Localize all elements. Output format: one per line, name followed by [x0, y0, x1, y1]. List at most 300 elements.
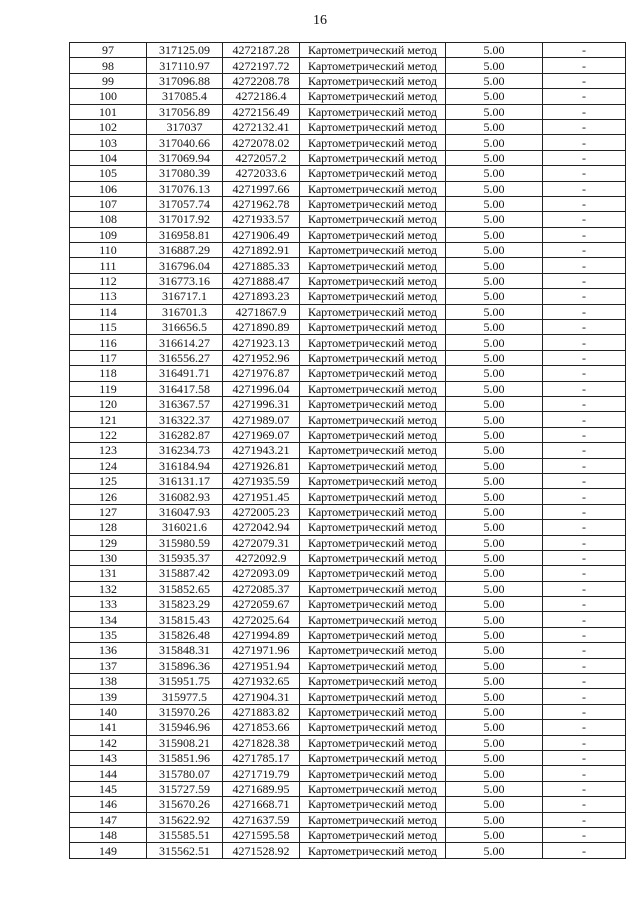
method-cell: Картометрический метод — [300, 535, 446, 550]
x-coordinate-cell: 316282.87 — [147, 427, 223, 442]
y-coordinate-cell: 4272156.49 — [223, 104, 300, 119]
y-coordinate-cell: 4271853.66 — [223, 720, 300, 735]
x-coordinate-cell: 317096.88 — [147, 73, 223, 88]
accuracy-cell: 5.00 — [446, 58, 543, 73]
x-coordinate-cell: 316491.71 — [147, 366, 223, 381]
point-number-cell: 98 — [70, 58, 147, 73]
point-number-cell: 149 — [70, 843, 147, 858]
y-coordinate-cell: 4271893.23 — [223, 289, 300, 304]
point-number-cell: 123 — [70, 443, 147, 458]
point-number-cell: 131 — [70, 566, 147, 581]
y-coordinate-cell: 4271943.21 — [223, 443, 300, 458]
description-cell: - — [543, 166, 626, 181]
method-cell: Картометрический метод — [300, 674, 446, 689]
description-cell: - — [543, 273, 626, 288]
table-row — [70, 366, 626, 381]
y-coordinate-cell: 4272197.72 — [223, 58, 300, 73]
y-coordinate-cell: 4271994.89 — [223, 627, 300, 642]
table-row — [70, 643, 626, 658]
y-coordinate-cell: 4272078.02 — [223, 135, 300, 150]
y-coordinate-cell: 4271989.07 — [223, 412, 300, 427]
table-row — [70, 243, 626, 258]
description-cell: - — [543, 597, 626, 612]
y-coordinate-cell: 4271952.96 — [223, 350, 300, 365]
table-row — [70, 227, 626, 242]
x-coordinate-cell: 316614.27 — [147, 335, 223, 350]
description-cell: - — [543, 612, 626, 627]
method-cell: Картометрический метод — [300, 58, 446, 73]
method-cell: Картометрический метод — [300, 566, 446, 581]
description-cell: - — [543, 304, 626, 319]
y-coordinate-cell: 4271689.95 — [223, 781, 300, 796]
x-coordinate-cell: 315780.07 — [147, 766, 223, 781]
accuracy-cell: 5.00 — [446, 73, 543, 88]
method-cell: Картометрический метод — [300, 812, 446, 827]
description-cell: - — [543, 427, 626, 442]
y-coordinate-cell: 4272085.37 — [223, 581, 300, 596]
description-cell: - — [543, 658, 626, 673]
description-cell: - — [543, 643, 626, 658]
table-row — [70, 489, 626, 504]
x-coordinate-cell: 315585.51 — [147, 827, 223, 842]
accuracy-cell: 5.00 — [446, 597, 543, 612]
accuracy-cell: 5.00 — [446, 350, 543, 365]
x-coordinate-cell: 315562.51 — [147, 843, 223, 858]
x-coordinate-cell: 316656.5 — [147, 320, 223, 335]
x-coordinate-cell: 315977.5 — [147, 689, 223, 704]
point-number-cell: 144 — [70, 766, 147, 781]
description-cell: - — [543, 150, 626, 165]
description-cell: - — [543, 350, 626, 365]
method-cell: Картометрический метод — [300, 304, 446, 319]
point-number-cell: 99 — [70, 73, 147, 88]
table-row — [70, 720, 626, 735]
x-coordinate-cell: 316417.58 — [147, 381, 223, 396]
table-row — [70, 381, 626, 396]
table-row — [70, 335, 626, 350]
x-coordinate-cell: 316322.37 — [147, 412, 223, 427]
point-number-cell: 116 — [70, 335, 147, 350]
point-number-cell: 119 — [70, 381, 147, 396]
accuracy-cell: 5.00 — [446, 566, 543, 581]
description-cell: - — [543, 412, 626, 427]
point-number-cell: 147 — [70, 812, 147, 827]
x-coordinate-cell: 317069.94 — [147, 150, 223, 165]
x-coordinate-cell: 315727.59 — [147, 781, 223, 796]
accuracy-cell: 5.00 — [446, 289, 543, 304]
accuracy-cell: 5.00 — [446, 735, 543, 750]
description-cell: - — [543, 750, 626, 765]
description-cell: - — [543, 766, 626, 781]
method-cell: Картометрический метод — [300, 258, 446, 273]
method-cell: Картометрический метод — [300, 720, 446, 735]
point-number-cell: 132 — [70, 581, 147, 596]
method-cell: Картометрический метод — [300, 658, 446, 673]
table-row — [70, 43, 626, 58]
method-cell: Картометрический метод — [300, 843, 446, 858]
method-cell: Картометрический метод — [300, 504, 446, 519]
table-row — [70, 504, 626, 519]
table-row — [70, 827, 626, 842]
y-coordinate-cell: 4271785.17 — [223, 750, 300, 765]
x-coordinate-cell: 316717.1 — [147, 289, 223, 304]
description-cell: - — [543, 704, 626, 719]
method-cell: Картометрический метод — [300, 520, 446, 535]
description-cell: - — [543, 520, 626, 535]
x-coordinate-cell: 317080.39 — [147, 166, 223, 181]
x-coordinate-cell: 316131.17 — [147, 473, 223, 488]
point-number-cell: 115 — [70, 320, 147, 335]
method-cell: Картометрический метод — [300, 766, 446, 781]
y-coordinate-cell: 4271926.81 — [223, 458, 300, 473]
description-cell: - — [543, 212, 626, 227]
table-row — [70, 89, 626, 104]
accuracy-cell: 5.00 — [446, 181, 543, 196]
method-cell: Картометрический метод — [300, 412, 446, 427]
table-row — [70, 566, 626, 581]
method-cell: Картометрический метод — [300, 366, 446, 381]
description-cell: - — [543, 689, 626, 704]
y-coordinate-cell: 4271867.9 — [223, 304, 300, 319]
x-coordinate-cell: 316047.93 — [147, 504, 223, 519]
point-number-cell: 135 — [70, 627, 147, 642]
table-row — [70, 843, 626, 858]
accuracy-cell: 5.00 — [446, 119, 543, 134]
table-row — [70, 612, 626, 627]
point-number-cell: 120 — [70, 396, 147, 411]
point-number-cell: 100 — [70, 89, 147, 104]
y-coordinate-cell: 4271890.89 — [223, 320, 300, 335]
table-row — [70, 181, 626, 196]
method-cell: Картометрический метод — [300, 196, 446, 211]
point-number-cell: 101 — [70, 104, 147, 119]
description-cell: - — [543, 335, 626, 350]
table-row — [70, 812, 626, 827]
point-number-cell: 110 — [70, 243, 147, 258]
point-number-cell: 109 — [70, 227, 147, 242]
method-cell: Картометрический метод — [300, 396, 446, 411]
table-row — [70, 735, 626, 750]
description-cell: - — [543, 489, 626, 504]
method-cell: Картометрический метод — [300, 289, 446, 304]
x-coordinate-cell: 317037 — [147, 119, 223, 134]
description-cell: - — [543, 627, 626, 642]
description-cell: - — [543, 535, 626, 550]
accuracy-cell: 5.00 — [446, 550, 543, 565]
description-cell: - — [543, 366, 626, 381]
method-cell: Картометрический метод — [300, 489, 446, 504]
y-coordinate-cell: 4271976.87 — [223, 366, 300, 381]
method-cell: Картометрический метод — [300, 797, 446, 812]
description-cell: - — [543, 73, 626, 88]
x-coordinate-cell: 317057.74 — [147, 196, 223, 211]
point-number-cell: 97 — [70, 43, 147, 58]
x-coordinate-cell: 317076.13 — [147, 181, 223, 196]
point-number-cell: 102 — [70, 119, 147, 134]
x-coordinate-cell: 315946.96 — [147, 720, 223, 735]
method-cell: Картометрический метод — [300, 181, 446, 196]
method-cell: Картометрический метод — [300, 443, 446, 458]
point-number-cell: 134 — [70, 612, 147, 627]
accuracy-cell: 5.00 — [446, 612, 543, 627]
point-number-cell: 125 — [70, 473, 147, 488]
method-cell: Картометрический метод — [300, 627, 446, 642]
description-cell: - — [543, 735, 626, 750]
table-row — [70, 58, 626, 73]
x-coordinate-cell: 315851.96 — [147, 750, 223, 765]
description-cell: - — [543, 843, 626, 858]
x-coordinate-cell: 316796.04 — [147, 258, 223, 273]
table-row — [70, 781, 626, 796]
y-coordinate-cell: 4271637.59 — [223, 812, 300, 827]
description-cell: - — [543, 104, 626, 119]
description-cell: - — [543, 43, 626, 58]
method-cell: Картометрический метод — [300, 550, 446, 565]
table-row — [70, 119, 626, 134]
y-coordinate-cell: 4272005.23 — [223, 504, 300, 519]
x-coordinate-cell: 316082.93 — [147, 489, 223, 504]
point-number-cell: 129 — [70, 535, 147, 550]
accuracy-cell: 5.00 — [446, 720, 543, 735]
table-row — [70, 258, 626, 273]
accuracy-cell: 5.00 — [446, 489, 543, 504]
accuracy-cell: 5.00 — [446, 258, 543, 273]
description-cell: - — [543, 797, 626, 812]
accuracy-cell: 5.00 — [446, 381, 543, 396]
table-row — [70, 627, 626, 642]
accuracy-cell: 5.00 — [446, 766, 543, 781]
x-coordinate-cell: 317017.92 — [147, 212, 223, 227]
accuracy-cell: 5.00 — [446, 458, 543, 473]
accuracy-cell: 5.00 — [446, 504, 543, 519]
x-coordinate-cell: 315826.48 — [147, 627, 223, 642]
description-cell: - — [543, 196, 626, 211]
table-row — [70, 443, 626, 458]
y-coordinate-cell: 4272187.28 — [223, 43, 300, 58]
point-number-cell: 137 — [70, 658, 147, 673]
accuracy-cell: 5.00 — [446, 535, 543, 550]
page-number: 16 — [313, 13, 327, 28]
x-coordinate-cell: 315848.31 — [147, 643, 223, 658]
accuracy-cell: 5.00 — [446, 827, 543, 842]
table-row — [70, 766, 626, 781]
point-number-cell: 113 — [70, 289, 147, 304]
x-coordinate-cell: 316958.81 — [147, 227, 223, 242]
point-number-cell: 118 — [70, 366, 147, 381]
y-coordinate-cell: 4272025.64 — [223, 612, 300, 627]
accuracy-cell: 5.00 — [446, 104, 543, 119]
x-coordinate-cell: 315852.65 — [147, 581, 223, 596]
y-coordinate-cell: 4271828.38 — [223, 735, 300, 750]
description-cell: - — [543, 135, 626, 150]
y-coordinate-cell: 4271997.66 — [223, 181, 300, 196]
accuracy-cell: 5.00 — [446, 412, 543, 427]
description-cell: - — [543, 812, 626, 827]
y-coordinate-cell: 4271951.45 — [223, 489, 300, 504]
method-cell: Картометрический метод — [300, 150, 446, 165]
accuracy-cell: 5.00 — [446, 843, 543, 858]
table-row — [70, 196, 626, 211]
method-cell: Картометрический метод — [300, 119, 446, 134]
y-coordinate-cell: 4271996.31 — [223, 396, 300, 411]
description-cell: - — [543, 566, 626, 581]
x-coordinate-cell: 315823.29 — [147, 597, 223, 612]
y-coordinate-cell: 4271951.94 — [223, 658, 300, 673]
description-cell: - — [543, 320, 626, 335]
table-row — [70, 535, 626, 550]
method-cell: Картометрический метод — [300, 166, 446, 181]
description-cell: - — [543, 289, 626, 304]
y-coordinate-cell: 4271595.58 — [223, 827, 300, 842]
method-cell: Картометрический метод — [300, 227, 446, 242]
method-cell: Картометрический метод — [300, 704, 446, 719]
description-cell: - — [543, 720, 626, 735]
method-cell: Картометрический метод — [300, 427, 446, 442]
y-coordinate-cell: 4272092.9 — [223, 550, 300, 565]
point-number-cell: 141 — [70, 720, 147, 735]
x-coordinate-cell: 317125.09 — [147, 43, 223, 58]
table-row — [70, 581, 626, 596]
method-cell: Картометрический метод — [300, 781, 446, 796]
point-number-cell: 136 — [70, 643, 147, 658]
x-coordinate-cell: 317056.89 — [147, 104, 223, 119]
description-cell: - — [543, 674, 626, 689]
y-coordinate-cell: 4271885.33 — [223, 258, 300, 273]
accuracy-cell: 5.00 — [446, 320, 543, 335]
point-number-cell: 127 — [70, 504, 147, 519]
y-coordinate-cell: 4271906.49 — [223, 227, 300, 242]
method-cell: Картометрический метод — [300, 458, 446, 473]
table-row — [70, 150, 626, 165]
x-coordinate-cell: 316184.94 — [147, 458, 223, 473]
accuracy-cell: 5.00 — [446, 273, 543, 288]
y-coordinate-cell: 4271933.57 — [223, 212, 300, 227]
table-row — [70, 350, 626, 365]
method-cell: Картометрический метод — [300, 273, 446, 288]
point-number-cell: 124 — [70, 458, 147, 473]
x-coordinate-cell: 316234.73 — [147, 443, 223, 458]
table-row — [70, 520, 626, 535]
x-coordinate-cell: 315980.59 — [147, 535, 223, 550]
accuracy-cell: 5.00 — [446, 704, 543, 719]
description-cell: - — [543, 381, 626, 396]
accuracy-cell: 5.00 — [446, 627, 543, 642]
table-row — [70, 550, 626, 565]
point-number-cell: 106 — [70, 181, 147, 196]
y-coordinate-cell: 4271904.31 — [223, 689, 300, 704]
accuracy-cell: 5.00 — [446, 243, 543, 258]
accuracy-cell: 5.00 — [446, 396, 543, 411]
point-number-cell: 143 — [70, 750, 147, 765]
point-number-cell: 108 — [70, 212, 147, 227]
point-number-cell: 148 — [70, 827, 147, 842]
x-coordinate-cell: 315935.37 — [147, 550, 223, 565]
y-coordinate-cell: 4271719.79 — [223, 766, 300, 781]
table-row — [70, 304, 626, 319]
description-cell: - — [543, 550, 626, 565]
description-cell: - — [543, 258, 626, 273]
x-coordinate-cell: 316773.16 — [147, 273, 223, 288]
accuracy-cell: 5.00 — [446, 366, 543, 381]
y-coordinate-cell: 4272033.6 — [223, 166, 300, 181]
point-number-cell: 121 — [70, 412, 147, 427]
accuracy-cell: 5.00 — [446, 427, 543, 442]
y-coordinate-cell: 4271969.07 — [223, 427, 300, 442]
point-number-cell: 130 — [70, 550, 147, 565]
y-coordinate-cell: 4272093.09 — [223, 566, 300, 581]
table-row — [70, 289, 626, 304]
method-cell: Картометрический метод — [300, 43, 446, 58]
table-row — [70, 458, 626, 473]
accuracy-cell: 5.00 — [446, 135, 543, 150]
y-coordinate-cell: 4271528.92 — [223, 843, 300, 858]
accuracy-cell: 5.00 — [446, 658, 543, 673]
y-coordinate-cell: 4272057.2 — [223, 150, 300, 165]
x-coordinate-cell: 317110.97 — [147, 58, 223, 73]
y-coordinate-cell: 4271888.47 — [223, 273, 300, 288]
accuracy-cell: 5.00 — [446, 812, 543, 827]
point-number-cell: 111 — [70, 258, 147, 273]
table-row — [70, 396, 626, 411]
x-coordinate-cell: 317085.4 — [147, 89, 223, 104]
table-row — [70, 412, 626, 427]
point-number-cell: 138 — [70, 674, 147, 689]
y-coordinate-cell: 4272208.78 — [223, 73, 300, 88]
y-coordinate-cell: 4271883.82 — [223, 704, 300, 719]
table-row — [70, 166, 626, 181]
y-coordinate-cell: 4272059.67 — [223, 597, 300, 612]
method-cell: Картометрический метод — [300, 750, 446, 765]
method-cell: Картометрический метод — [300, 381, 446, 396]
table-row — [70, 689, 626, 704]
x-coordinate-cell: 316887.29 — [147, 243, 223, 258]
point-number-cell: 145 — [70, 781, 147, 796]
x-coordinate-cell: 316556.27 — [147, 350, 223, 365]
accuracy-cell: 5.00 — [446, 674, 543, 689]
accuracy-cell: 5.00 — [446, 643, 543, 658]
table-row — [70, 73, 626, 88]
accuracy-cell: 5.00 — [446, 443, 543, 458]
x-coordinate-cell: 315970.26 — [147, 704, 223, 719]
table-row — [70, 320, 626, 335]
accuracy-cell: 5.00 — [446, 689, 543, 704]
accuracy-cell: 5.00 — [446, 166, 543, 181]
x-coordinate-cell: 316367.57 — [147, 396, 223, 411]
accuracy-cell: 5.00 — [446, 89, 543, 104]
point-number-cell: 133 — [70, 597, 147, 612]
x-coordinate-cell: 315670.26 — [147, 797, 223, 812]
point-number-cell: 114 — [70, 304, 147, 319]
method-cell: Картометрический метод — [300, 212, 446, 227]
method-cell: Картометрический метод — [300, 135, 446, 150]
x-coordinate-cell: 315951.75 — [147, 674, 223, 689]
accuracy-cell: 5.00 — [446, 304, 543, 319]
y-coordinate-cell: 4271962.78 — [223, 196, 300, 211]
method-cell: Картометрический метод — [300, 612, 446, 627]
point-number-cell: 126 — [70, 489, 147, 504]
description-cell: - — [543, 396, 626, 411]
description-cell: - — [543, 181, 626, 196]
table-row — [70, 750, 626, 765]
y-coordinate-cell: 4271935.59 — [223, 473, 300, 488]
y-coordinate-cell: 4271996.04 — [223, 381, 300, 396]
method-cell: Картометрический метод — [300, 243, 446, 258]
accuracy-cell: 5.00 — [446, 227, 543, 242]
method-cell: Картометрический метод — [300, 735, 446, 750]
description-cell: - — [543, 504, 626, 519]
method-cell: Картометрический метод — [300, 827, 446, 842]
point-number-cell: 146 — [70, 797, 147, 812]
